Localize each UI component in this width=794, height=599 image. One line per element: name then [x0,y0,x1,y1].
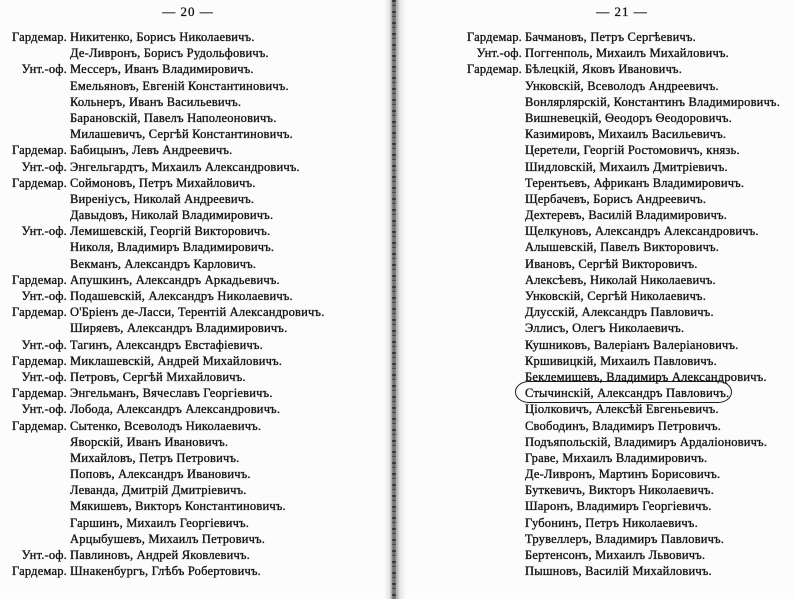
person-name: Барановскій, Павелъ Наполеоновичъ. [70,110,277,125]
person-name: Ціолковичъ, Алексѣй Евгеньевичъ. [525,402,719,417]
page-number: — 21 — [596,4,648,19]
rank-label: Унт.-оф. [21,402,67,417]
person-name: Пышновъ, Василій Михайловичъ. [525,564,712,579]
person-name: Ивановъ, Сергѣй Викторовичъ. [525,256,698,271]
list-item [0,547,388,563]
rank-label: Гардемар. [11,353,67,368]
person-name: Бертенсонъ, Михаилъ Львовичъ. [525,548,706,562]
list-item [0,175,388,191]
person-name: Никитенко, Борисъ Николаевичъ. [70,30,255,44]
person-name: Тагинъ, Александръ Евстафіевичъ. [70,337,263,352]
person-name: Николя, Владимиръ Владимировичъ. [70,240,275,255]
list-item [402,126,794,142]
person-name: Ширяевъ, Александръ Владимировичъ. [70,321,288,336]
person-name: Алышевскій, Павелъ Викторовичъ. [525,240,720,255]
person-name: Шидловскій, Михаилъ Дмитріевичъ. [525,159,728,174]
list-item [402,531,794,547]
list-item [0,466,388,482]
rank-label: Гардемар. [11,305,67,320]
list-item [402,223,794,239]
person-name: Подъяпольскій, Владимиръ Ардаліоновичъ. [525,434,768,449]
rank-label: Унт.-оф. [21,337,67,352]
list-item [0,159,388,175]
rank-label: Гардемар. [11,175,67,190]
person-name: Де-Ливронъ, Борисъ Рудольфовичъ. [70,46,269,61]
rank-label: Гардемар. [11,272,67,287]
list-item [0,320,388,336]
person-name: Поповъ, Александръ Ивановичъ. [70,467,251,482]
list-item [0,337,388,353]
person-name: Энгельманъ, Вячеславъ Георгіевичъ. [70,386,273,401]
person-name: Губонинъ, Петръ Николаевичъ. [525,515,698,530]
person-name: Миклашевскій, Андрей Михайловичъ. [70,353,283,368]
list-item [0,498,388,514]
name-list [402,29,794,579]
person-name: Емельяновъ, Евгеній Константиновичъ. [70,78,289,93]
rank-label: Унт.-оф. [21,159,67,174]
list-item [402,288,794,304]
rank-label: Унт.-оф. [21,548,67,562]
list-item [0,482,388,498]
list-item [402,78,794,94]
person-name: Трувеллеръ, Владимиръ Павловичъ. [525,531,725,546]
person-name: Казимировъ, Михаилъ Васильевичъ. [525,127,727,142]
person-name: Кушниковъ, Валеріанъ Валеріановичъ. [525,337,739,352]
list-item [402,450,794,466]
person-name: Алексѣевъ, Николай Николаевичъ. [525,272,716,287]
rank-label: Гардемар. [11,418,67,433]
list-item [0,207,388,223]
person-name: Гаршинъ, Михаилъ Георгіевичъ. [70,515,250,530]
list-item [402,482,794,498]
person-name: Энгельгардтъ, Михаилъ Александровичъ. [70,159,300,174]
person-name: Вонлярлярскій, Константинъ Владимировичъ. [525,94,781,109]
person-name: Давыдовъ, Николай Владимировичъ. [70,208,274,223]
rank-label: Унт.-оф. [21,369,67,384]
list-item [402,191,794,207]
list-item [0,531,388,547]
list-item [0,110,388,126]
rank-label: Унт.-оф. [21,224,67,239]
person-name: Буткевичъ, Викторъ Николаевичъ. [525,483,715,498]
rank-label: Унт.-оф. [21,289,67,303]
list-item [402,207,794,223]
person-name: Дехтеревъ, Василій Владимировичъ. [525,208,728,223]
list-item [402,239,794,255]
person-name: Лобода, Александръ Александровичъ. [70,402,281,417]
list-item [0,78,388,94]
list-item [402,304,794,320]
list-item [0,563,388,579]
person-name: Арцыбушевъ, Михаилъ Петровичъ. [70,531,266,546]
list-item [402,466,794,482]
rank-label: Гардемар. [466,30,522,44]
person-name: Кольнеръ, Иванъ Васильевичъ. [70,94,242,109]
list-item [0,288,388,304]
person-name: Лемишевскій, Георгій Викторовичъ. [70,224,271,239]
list-item [0,369,388,385]
page-right [402,0,794,599]
rank-label: Гардемар. [11,143,67,158]
list-item [402,320,794,336]
list-item [402,498,794,514]
book-gutter [384,0,406,599]
list-item [402,353,794,369]
person-name: Щелкуновъ, Александръ Александровичъ. [525,224,759,239]
person-name: Эллисъ, Олегъ Николаевичъ. [525,321,685,336]
list-item [402,61,794,77]
list-item [0,29,388,45]
person-name: Векманъ, Александръ Карловичъ. [70,256,257,271]
list-item [402,272,794,288]
list-item [0,272,388,288]
person-name: Щербачевъ, Борисъ Андреевичъ. [525,191,707,206]
list-item [402,94,794,110]
ink-circle-annotation [515,381,732,403]
person-name: Бабицынъ, Левъ Андреевичъ. [70,143,233,158]
list-item [0,239,388,255]
list-item [0,142,388,158]
person-name: Павлиновъ, Андрей Яковлевичъ. [70,548,250,562]
list-item [402,434,794,450]
person-name: Шаронъ, Владимиръ Георгіевичъ. [525,499,712,514]
person-name: Подашевскій, Александръ Николаевичъ. [70,289,293,303]
person-name: О'Бріенъ де-Ласси, Терентій Александровичъ. [70,305,325,320]
person-name: Шнакенбургъ, Глѣбъ Робертовичъ. [70,564,261,579]
list-item [402,159,794,175]
name-list [0,29,388,579]
person-name: Свободинъ, Владимиръ Петровичъ. [525,418,722,433]
list-item [402,401,794,417]
person-name: Длусскій, Александръ Павловичъ. [525,305,714,320]
rank-label: Унт.-оф. [21,62,67,77]
list-item [0,434,388,450]
list-item [402,385,794,401]
person-name: Терентьевъ, Африканъ Владимировичъ. [525,175,745,190]
person-name: Де-Ливронъ, Мартинъ Борисовичъ. [525,467,721,482]
rank-label: Гардемар. [466,62,522,77]
person-name: Соймоновъ, Петръ Михайловичъ. [70,175,256,190]
person-name: Вишневецкій, Ѳеодоръ Ѳеодоровичъ. [525,110,732,125]
person-name: Яворскій, Иванъ Ивановичъ. [70,434,229,449]
rank-label: Унт.-оф. [476,46,522,61]
person-name: Стычинскій, Александръ Павловичъ. [525,386,730,401]
list-item [402,142,794,158]
list-item [402,563,794,579]
list-item [0,45,388,61]
page-number: — 20 — [162,4,214,19]
person-name: Мессеръ, Иванъ Владимировичъ. [70,62,254,77]
list-item [402,110,794,126]
person-name: Милашевичъ, Сергѣй Константиновичъ. [70,127,293,142]
person-name: Леванда, Дмитрій Дмитріевичъ. [70,483,247,498]
list-item [402,45,794,61]
list-item [402,175,794,191]
list-item [402,418,794,434]
page-left [0,0,388,599]
list-item [0,126,388,142]
rank-label: Гардемар. [11,564,67,579]
list-item [0,515,388,531]
person-name: Унковскій, Сергѣй Николаевичъ. [525,289,707,303]
list-item [0,304,388,320]
person-name: Бѣлецкій, Яковъ Ивановичъ. [525,62,683,77]
person-name: Унковскій, Всеволодъ Андреевичъ. [525,78,719,93]
person-name: Мякишевъ, Викторъ Константиновичъ. [70,499,286,514]
list-item [0,450,388,466]
list-item [0,191,388,207]
list-item [402,515,794,531]
list-item [0,353,388,369]
person-name: Петровъ, Сергѣй Михайловичъ. [70,369,246,384]
list-item [0,385,388,401]
list-item [0,418,388,434]
person-name: Виреніусъ, Николай Андреевичъ. [70,191,255,206]
person-name: Беклемишевъ, Владимиръ Александровичъ. [525,369,767,384]
list-item [402,337,794,353]
list-item [0,61,388,77]
person-name: Бачмановъ, Петръ Сергѣевичъ. [525,30,696,44]
person-name: Кршивицкій, Михаилъ Павловичъ. [525,353,717,368]
list-item [0,94,388,110]
list-item [0,401,388,417]
list-item [0,256,388,272]
list-item [0,223,388,239]
person-name: Сытенко, Всеволодъ Николаевичъ. [70,418,262,433]
person-name: Михайловъ, Петръ Петровичъ. [70,450,240,465]
rank-label: Гардемар. [11,30,67,44]
person-name: Апушкинъ, Александръ Аркадьевичъ. [70,272,280,287]
person-name: Поггенполь, Михаилъ Михайловичъ. [525,46,730,61]
list-item [402,547,794,563]
rank-label: Гардемар. [11,386,67,401]
person-name: Граве, Михаилъ Владимировичъ. [525,450,708,465]
person-name: Церетели, Георгій Ростомовичъ, князь. [525,143,740,158]
list-item [402,256,794,272]
list-item [402,29,794,45]
